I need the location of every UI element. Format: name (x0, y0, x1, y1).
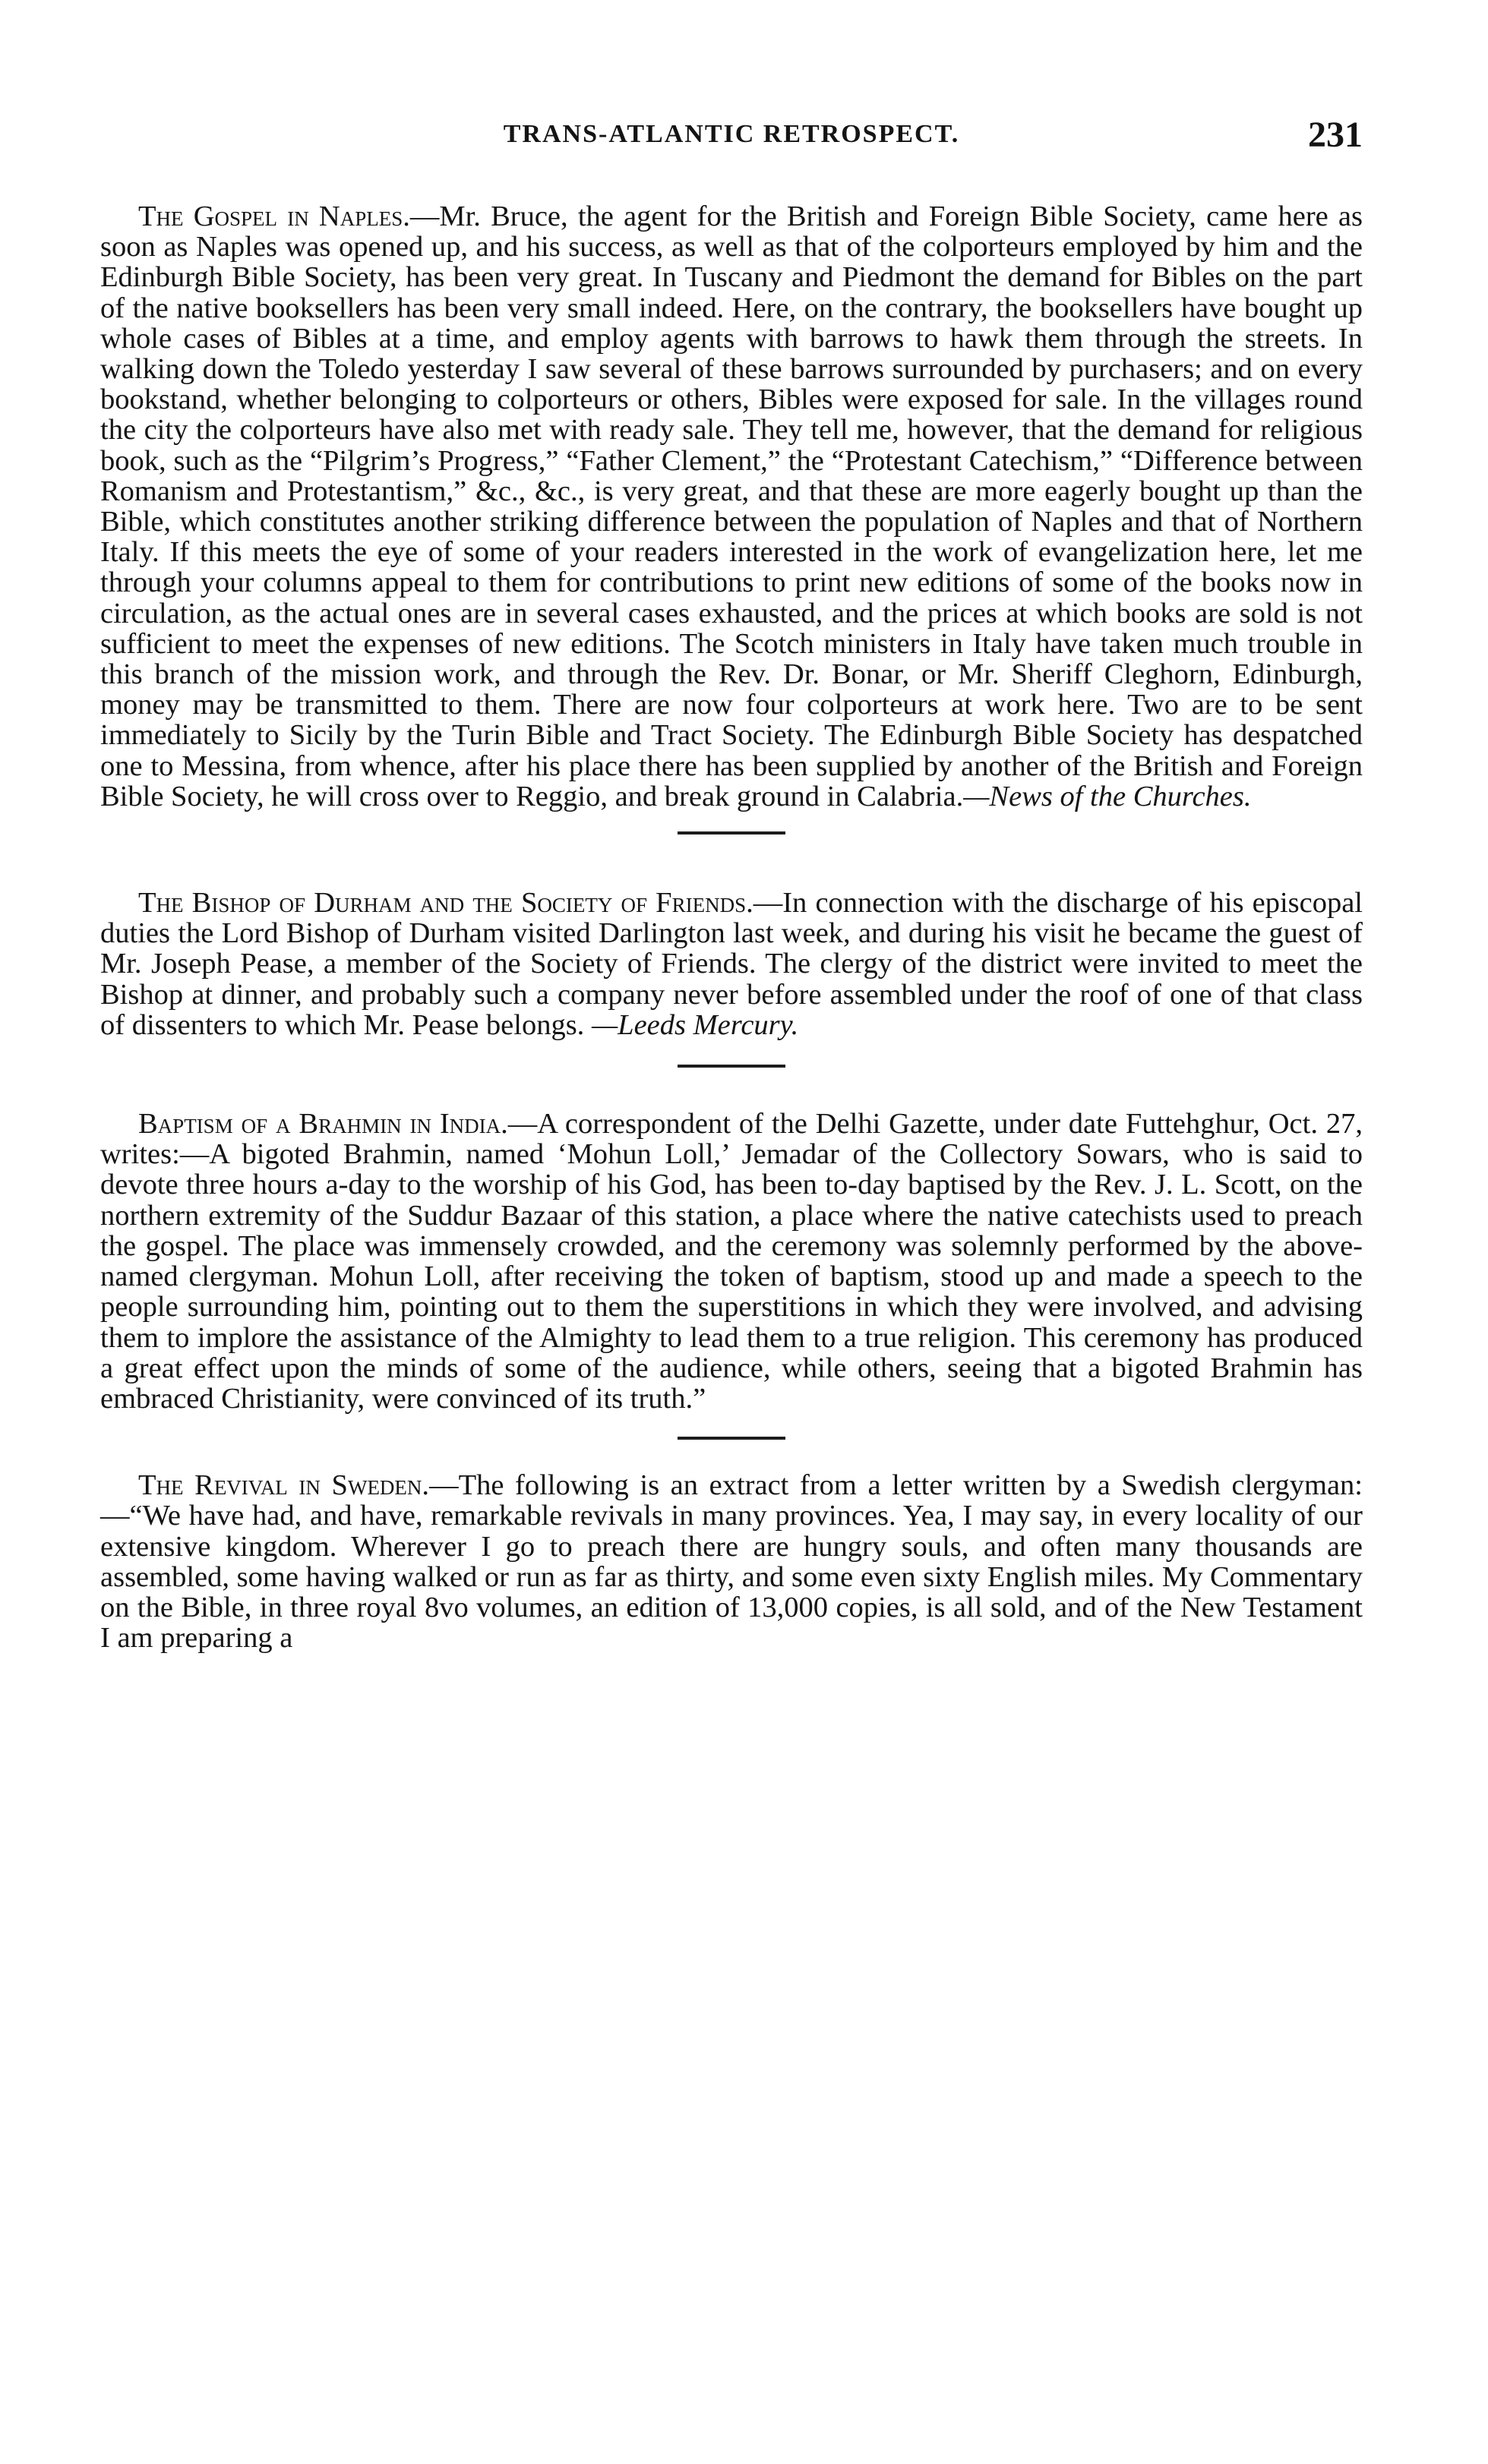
article-body: —Mr. Bruce, the agent for the British and Foreign Bible Society, came here as soon as Naples was opened up, and his success, as well as that of the colporteurs employed by him and the Edinburgh Bible Society, has been very great. In Tuscany and Piedmont the demand for Bibles on the part of the native booksellers has been very small indeed. Here, on the contrary, the booksellers have bought up whole cases of Bibles at a time, and employ agents with barrows to hawk them through the streets. In walking down the Toledo yesterday I saw several of these barrows surrounded by purchasers; and on every bookstand, whether belonging to colporteurs or others, Bibles were exposed for sale. In the villages round the city the colporteurs have also met with ready sale. They tell me, however, that the demand for religious book, such as the “Pilgrim’s Progress,” “Father Clement,” the “Protestant Catechism,” “Difference between Romanism and Protestantism,” &c., &c., is very great, and that these are more eagerly bought up than the Bible, which constitutes another striking difference between the population of Naples and that of Northern Italy. If this meets the eye of some of your readers interested in the work of evangelization here, let me through your columns appeal to them for contributions to print new editions of some of the books now in circulation, as the actual ones are in several cases exhausted, and the prices at which books are sold is not sufficient to meet the expenses of new editions. The Scotch ministers in Italy have taken much trouble in this branch of the mission work, and through the Rev. Dr. Bonar, or Mr. Sheriff Cleghorn, Edinburgh, money may be transmitted to them. There are now four colporteurs at work here. Two are to be sent immediately to Sicily by the Turin Bible and Tract Society. The Edinburgh Bible Society has despatched one to Messina, from whence, after his place there has been supplied by another of the British and Foreign Bible Society, he will cross over to Reggio, and break ground in Calabria. (100, 200, 1363, 812)
article-paragraph (100, 888, 1363, 1040)
article-heading: The Bishop of Durham and the Society of Friends. (138, 887, 753, 920)
article-bishop-of-durham (100, 888, 1363, 1040)
article-source: —Leeds Mercury. (591, 1008, 799, 1041)
article-body: —The following is an extract from a letter written by a Swedish clergyman:—“We have had, and have, remarkable revivals in many provinces. Yea, I may say, in every locality of our extensive kingdom. Wherever I go to preach there are hungry souls, and often many thousands are assembled, some having walked or run as far as thirty, and some even sixty English miles. My Commentary on the Bible, in three royal 8vo volumes, an edition of 13,000 copies, is all sold, and of the New Testament I am preparing a (100, 1469, 1363, 1655)
article-paragraph (100, 1109, 1363, 1414)
running-head (100, 114, 1363, 159)
article-body: —In connection with the discharge of his episcopal duties the Lord Bishop of Durham visited Darlington last week, and during his visit he became the guest of Mr. Joseph Pease, a member of the Society of Friends. The clergy of the district were invited to meet the Bishop at dinner, and probably such a company never before assembled under the roof of one of that class of dissenters to which Mr. Pease belongs. (100, 887, 1363, 1041)
article-paragraph (100, 1470, 1363, 1653)
page (100, 114, 1363, 1653)
article-heading: The Gospel in Naples. (138, 200, 410, 232)
article-source: —News of the Churches. (963, 780, 1252, 812)
article-heading: The Revival in Sweden. (138, 1469, 430, 1502)
section-divider (678, 1065, 785, 1068)
running-title: TRANS-ATLANTIC RETROSPECT. (503, 120, 960, 148)
article-gospel-in-naples (100, 201, 1363, 812)
section-divider (678, 831, 785, 834)
section-divider (678, 1437, 785, 1440)
article-heading: Baptism of a Brahmin in India. (138, 1108, 508, 1141)
article-body: —A correspondent of the Delhi Gazette, under date Futtehghur, Oct. 27, writes:—A bigoted Brahmin, named ‘Mohun Loll,’ Jemadar of the Collectory Sowars, who is said to devote three hours a-day to the worship of his God, has been to-day baptised by the Rev. J. L. Scott, on the northern extremity of the Suddur Bazaar of this station, a place where the native catechists used to preach the gospel. The place was immensely crowded, and the ceremony was solemnly performed by the above-named clergyman. Mohun Loll, after receiving the token of baptism, stood up and made a speech to the people surrounding him, pointing out to them the superstitions in which they were involved, and advising them to implore the assistance of the Almighty to lead them to a true religion. This ceremony has produced a great effect upon the minds of some of the audience, while others, seeing that a bigoted Brahmin has embraced Christianity, were convinced of its truth.” (100, 1108, 1363, 1415)
article-baptism-of-a-brahmin (100, 1109, 1363, 1414)
article-revival-in-sweden (100, 1470, 1363, 1653)
article-paragraph (100, 201, 1363, 812)
page-number: 231 (1308, 115, 1363, 155)
